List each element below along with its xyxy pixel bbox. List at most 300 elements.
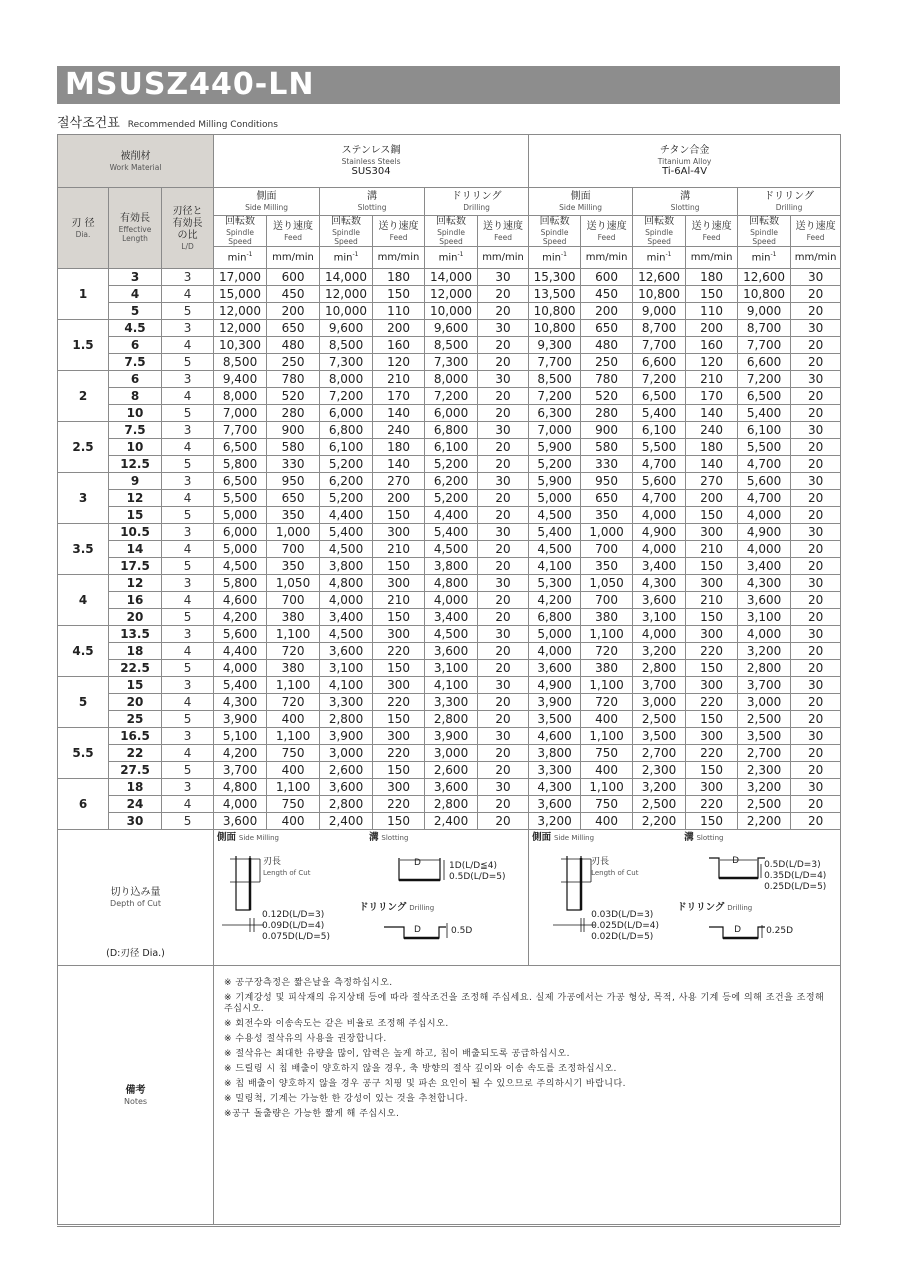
value-cell: 280 xyxy=(267,405,320,422)
value-cell: 2,300 xyxy=(738,762,791,779)
value-cell: 900 xyxy=(267,422,320,439)
table-row xyxy=(58,592,841,609)
value-cell: 150 xyxy=(373,762,425,779)
value-cell: 30 xyxy=(791,779,841,796)
value-cell: 1,100 xyxy=(581,677,633,694)
value-cell: 1,000 xyxy=(267,524,320,541)
value-cell: 450 xyxy=(581,286,633,303)
value-cell: 180 xyxy=(373,269,425,286)
value-cell: 4,500 xyxy=(320,541,373,558)
slot-depth-values-sus: 1D(L/D≦4) 0.5D(L/D=5) xyxy=(449,861,506,882)
value-cell: 10,800 xyxy=(529,320,581,337)
unit-feed: mm/min xyxy=(581,247,633,269)
value-cell: 4,000 xyxy=(633,626,686,643)
spindle-speed-header: 回転数 Spindle Speed xyxy=(425,216,478,247)
value-cell: 120 xyxy=(373,354,425,371)
value-cell: 5,400 xyxy=(320,524,373,541)
value-cell: 4,000 xyxy=(633,541,686,558)
table-row xyxy=(58,286,841,303)
value-cell: 7,300 xyxy=(425,354,478,371)
value-cell: 160 xyxy=(373,337,425,354)
table-row xyxy=(58,490,841,507)
value-cell: 4,100 xyxy=(320,677,373,694)
value-cell: 4,700 xyxy=(633,490,686,507)
value-cell: 5,900 xyxy=(529,473,581,490)
value-cell: 30 xyxy=(791,320,841,337)
value-cell: 5,400 xyxy=(738,405,791,422)
value-cell: 3,600 xyxy=(738,592,791,609)
value-cell: 9,000 xyxy=(633,303,686,320)
value-cell: 720 xyxy=(581,643,633,660)
value-cell: 150 xyxy=(686,762,738,779)
ld-cell: 4 xyxy=(162,286,214,303)
value-cell: 30 xyxy=(791,422,841,439)
value-cell: 120 xyxy=(686,354,738,371)
value-cell: 20 xyxy=(478,286,529,303)
value-cell: 520 xyxy=(267,388,320,405)
length-of-cut-sus: 刃長 Length of Cut xyxy=(263,857,311,877)
effective-length-cell: 3 xyxy=(109,269,162,286)
dia-cell: 4 xyxy=(58,575,109,626)
note-item: ※ 절삭유는 최대한 유량을 많이, 압력은 높게 하고, 칩이 배출되도록 공급하십시오. xyxy=(224,1049,570,1059)
value-cell: 3,900 xyxy=(529,694,581,711)
drill-d-label-sus: D xyxy=(414,925,421,935)
value-cell: 6,000 xyxy=(214,524,267,541)
value-cell: 2,500 xyxy=(633,796,686,813)
table-row xyxy=(58,354,841,371)
value-cell: 150 xyxy=(686,286,738,303)
value-cell: 3,700 xyxy=(738,677,791,694)
value-cell: 1,000 xyxy=(581,524,633,541)
value-cell: 150 xyxy=(686,660,738,677)
value-cell: 20 xyxy=(478,558,529,575)
value-cell: 950 xyxy=(581,473,633,490)
dia-cell: 1 xyxy=(58,269,109,320)
value-cell: 13,500 xyxy=(529,286,581,303)
value-cell: 5,400 xyxy=(214,677,267,694)
value-cell: 4,000 xyxy=(738,541,791,558)
table-row xyxy=(58,796,841,813)
value-cell: 10,000 xyxy=(320,303,373,320)
value-cell: 2,300 xyxy=(633,762,686,779)
value-cell: 3,200 xyxy=(738,779,791,796)
value-cell: 4,000 xyxy=(738,626,791,643)
value-cell: 110 xyxy=(686,303,738,320)
value-cell: 3,600 xyxy=(425,779,478,796)
value-cell: 3,000 xyxy=(425,745,478,762)
depth-of-cut-label: 切り込み量 Depth of Cut (D:刃径 Dia.) xyxy=(58,830,214,966)
value-cell: 6,100 xyxy=(425,439,478,456)
value-cell: 10,800 xyxy=(738,286,791,303)
value-cell: 20 xyxy=(791,303,841,320)
ld-cell: 4 xyxy=(162,745,214,762)
value-cell: 220 xyxy=(686,745,738,762)
value-cell: 400 xyxy=(267,711,320,728)
value-cell: 20 xyxy=(791,456,841,473)
value-cell: 210 xyxy=(686,541,738,558)
value-cell: 4,200 xyxy=(214,745,267,762)
ld-cell: 5 xyxy=(162,303,214,320)
ld-cell: 3 xyxy=(162,728,214,745)
value-cell: 5,200 xyxy=(320,490,373,507)
value-cell: 8,000 xyxy=(320,371,373,388)
value-cell: 30 xyxy=(791,524,841,541)
value-cell: 3,500 xyxy=(738,728,791,745)
value-cell: 17,000 xyxy=(214,269,267,286)
spindle-speed-header: 回転数 Spindle Speed xyxy=(738,216,791,247)
value-cell: 3,500 xyxy=(633,728,686,745)
value-cell: 20 xyxy=(478,592,529,609)
value-cell: 9,300 xyxy=(529,337,581,354)
effective-length-cell: 18 xyxy=(109,779,162,796)
value-cell: 5,400 xyxy=(425,524,478,541)
effective-length-cell: 10 xyxy=(109,439,162,456)
value-cell: 3,900 xyxy=(214,711,267,728)
value-cell: 6,500 xyxy=(214,439,267,456)
value-cell: 9,400 xyxy=(214,371,267,388)
table-row xyxy=(58,643,841,660)
value-cell: 140 xyxy=(686,405,738,422)
value-cell: 20 xyxy=(478,762,529,779)
table-row xyxy=(58,660,841,677)
value-cell: 150 xyxy=(373,711,425,728)
value-cell: 3,600 xyxy=(214,813,267,830)
table-row xyxy=(58,626,841,643)
value-cell: 240 xyxy=(686,422,738,439)
ld-cell: 3 xyxy=(162,269,214,286)
value-cell: 20 xyxy=(478,439,529,456)
value-cell: 140 xyxy=(373,456,425,473)
effective-length-cell: 20 xyxy=(109,694,162,711)
slotting-title-ti: 溝 Slotting xyxy=(684,832,724,843)
value-cell: 6,800 xyxy=(320,422,373,439)
value-cell: 150 xyxy=(686,558,738,575)
dia-cell: 2.5 xyxy=(58,422,109,473)
value-cell: 5,000 xyxy=(214,507,267,524)
value-cell: 20 xyxy=(791,711,841,728)
value-cell: 900 xyxy=(581,422,633,439)
value-cell: 480 xyxy=(581,337,633,354)
op-side-milling-ti: 側面 Side Milling xyxy=(529,188,633,216)
value-cell: 3,800 xyxy=(320,558,373,575)
value-cell: 300 xyxy=(686,728,738,745)
value-cell: 6,500 xyxy=(214,473,267,490)
effective-length-cell: 16.5 xyxy=(109,728,162,745)
value-cell: 700 xyxy=(267,592,320,609)
value-cell: 7,000 xyxy=(214,405,267,422)
value-cell: 3,100 xyxy=(738,609,791,626)
value-cell: 5,000 xyxy=(214,541,267,558)
value-cell: 5,500 xyxy=(214,490,267,507)
effective-length-cell: 30 xyxy=(109,813,162,830)
value-cell: 9,000 xyxy=(738,303,791,320)
note-item: ※ 수용성 절삭유의 사용을 권장합니다. xyxy=(224,1034,387,1044)
value-cell: 4,900 xyxy=(633,524,686,541)
value-cell: 4,400 xyxy=(320,507,373,524)
value-cell: 950 xyxy=(267,473,320,490)
table-row xyxy=(58,575,841,592)
bottom-rule xyxy=(57,1226,840,1227)
value-cell: 30 xyxy=(478,269,529,286)
value-cell: 20 xyxy=(478,541,529,558)
effective-length-cell: 7.5 xyxy=(109,422,162,439)
value-cell: 750 xyxy=(267,796,320,813)
table-row xyxy=(58,677,841,694)
value-cell: 210 xyxy=(373,541,425,558)
value-cell: 3,500 xyxy=(529,711,581,728)
value-cell: 300 xyxy=(686,779,738,796)
ld-cell: 5 xyxy=(162,456,214,473)
value-cell: 7,300 xyxy=(320,354,373,371)
value-cell: 30 xyxy=(791,473,841,490)
value-cell: 6,600 xyxy=(738,354,791,371)
value-cell: 150 xyxy=(373,507,425,524)
table-row xyxy=(58,711,841,728)
value-cell: 2,200 xyxy=(738,813,791,830)
unit-rpm: $\min^{-1}$ xyxy=(529,247,581,269)
effective-length-cell: 22.5 xyxy=(109,660,162,677)
value-cell: 20 xyxy=(478,609,529,626)
value-cell: 150 xyxy=(373,286,425,303)
dia-cell: 3 xyxy=(58,473,109,524)
ld-cell: 3 xyxy=(162,320,214,337)
depth-diagram-ti-svg xyxy=(529,830,841,965)
value-cell: 4,800 xyxy=(214,779,267,796)
value-cell: 140 xyxy=(373,405,425,422)
value-cell: 720 xyxy=(267,694,320,711)
value-cell: 1,050 xyxy=(267,575,320,592)
value-cell: 4,000 xyxy=(320,592,373,609)
ld-cell: 4 xyxy=(162,439,214,456)
value-cell: 20 xyxy=(478,711,529,728)
ld-cell: 5 xyxy=(162,354,214,371)
effective-length-cell: 12 xyxy=(109,490,162,507)
value-cell: 2,400 xyxy=(425,813,478,830)
value-cell: 4,500 xyxy=(425,626,478,643)
spindle-speed-header: 回転数 Spindle Speed xyxy=(214,216,267,247)
value-cell: 4,000 xyxy=(738,507,791,524)
table-row xyxy=(58,422,841,439)
value-cell: 330 xyxy=(581,456,633,473)
ld-cell: 3 xyxy=(162,371,214,388)
value-cell: 15,000 xyxy=(214,286,267,303)
value-cell: 20 xyxy=(791,813,841,830)
value-cell: 4,000 xyxy=(529,643,581,660)
value-cell: 20 xyxy=(791,660,841,677)
note-item: ※ 기계강성 및 피삭재의 유지상태 등에 따라 절삭조건을 조정해 주십세요. 실제 가공에서는 가공 형상, 목적, 사용 기계 등에 의해 조건을 조정해 주십시오. xyxy=(224,993,825,1014)
effective-length-cell: 14 xyxy=(109,541,162,558)
value-cell: 4,300 xyxy=(214,694,267,711)
value-cell: 30 xyxy=(478,677,529,694)
value-cell: 720 xyxy=(581,694,633,711)
table-row xyxy=(58,813,841,830)
effective-length-cell: 15 xyxy=(109,507,162,524)
value-cell: 30 xyxy=(791,575,841,592)
value-cell: 3,600 xyxy=(529,660,581,677)
value-cell: 400 xyxy=(581,762,633,779)
value-cell: 200 xyxy=(686,320,738,337)
value-cell: 4,500 xyxy=(320,626,373,643)
value-cell: 150 xyxy=(373,609,425,626)
value-cell: 210 xyxy=(373,371,425,388)
value-cell: 300 xyxy=(373,524,425,541)
effective-length-cell: 18 xyxy=(109,643,162,660)
table-row xyxy=(58,694,841,711)
value-cell: 3,200 xyxy=(738,643,791,660)
value-cell: 8,500 xyxy=(425,337,478,354)
ld-cell: 3 xyxy=(162,473,214,490)
table-row xyxy=(58,507,841,524)
value-cell: 20 xyxy=(478,337,529,354)
value-cell: 140 xyxy=(686,456,738,473)
value-cell: 4,100 xyxy=(425,677,478,694)
unit-rpm: $\min^{-1}$ xyxy=(214,247,267,269)
value-cell: 270 xyxy=(373,473,425,490)
value-cell: 8,000 xyxy=(425,371,478,388)
value-cell: 6,200 xyxy=(425,473,478,490)
ld-cell: 3 xyxy=(162,779,214,796)
value-cell: 750 xyxy=(581,745,633,762)
effective-length-cell: 9 xyxy=(109,473,162,490)
effective-length-cell: 25 xyxy=(109,711,162,728)
value-cell: 10,000 xyxy=(425,303,478,320)
value-cell: 4,500 xyxy=(214,558,267,575)
value-cell: 220 xyxy=(373,745,425,762)
value-cell: 4,400 xyxy=(214,643,267,660)
value-cell: 210 xyxy=(373,592,425,609)
value-cell: 20 xyxy=(478,745,529,762)
value-cell: 1,100 xyxy=(581,779,633,796)
value-cell: 650 xyxy=(581,490,633,507)
dia-cell: 5 xyxy=(58,677,109,728)
ld-cell: 5 xyxy=(162,762,214,779)
value-cell: 2,200 xyxy=(633,813,686,830)
value-cell: 650 xyxy=(581,320,633,337)
value-cell: 30 xyxy=(478,473,529,490)
value-cell: 4,000 xyxy=(214,660,267,677)
value-cell: 400 xyxy=(267,813,320,830)
value-cell: 300 xyxy=(686,575,738,592)
note-item: ※ 밀링척, 기계는 가능한 한 강성이 있는 것을 추천합니다. xyxy=(224,1094,468,1104)
drill-d-label-ti: D xyxy=(734,925,742,935)
drill-depth-value-sus: 0.5D xyxy=(451,926,473,936)
value-cell: 600 xyxy=(581,269,633,286)
value-cell: 2,800 xyxy=(320,796,373,813)
value-cell: 4,100 xyxy=(529,558,581,575)
value-cell: 300 xyxy=(373,728,425,745)
value-cell: 300 xyxy=(373,779,425,796)
table-row xyxy=(58,762,841,779)
value-cell: 20 xyxy=(478,643,529,660)
table-row xyxy=(58,728,841,745)
value-cell: 7,700 xyxy=(214,422,267,439)
value-cell: 9,600 xyxy=(320,320,373,337)
value-cell: 3,000 xyxy=(738,694,791,711)
ld-cell: 5 xyxy=(162,558,214,575)
table-row xyxy=(58,609,841,626)
value-cell: 8,700 xyxy=(633,320,686,337)
value-cell: 3,900 xyxy=(320,728,373,745)
side-depth-values-sus: 0.12D(L/D=3) 0.09D(L/D=4) 0.075D(L/D=5) xyxy=(262,910,330,942)
ld-cell: 5 xyxy=(162,711,214,728)
value-cell: 4,600 xyxy=(529,728,581,745)
value-cell: 3,400 xyxy=(633,558,686,575)
value-cell: 6,100 xyxy=(738,422,791,439)
feed-header: 送り速度 Feed xyxy=(791,216,841,247)
value-cell: 20 xyxy=(791,745,841,762)
dia-cell: 4.5 xyxy=(58,626,109,677)
title-bar xyxy=(57,66,840,104)
value-cell: 8,500 xyxy=(529,371,581,388)
value-cell: 350 xyxy=(581,558,633,575)
value-cell: 20 xyxy=(791,490,841,507)
value-cell: 3,400 xyxy=(425,609,478,626)
dia-header: 刃 径 Dia. xyxy=(58,188,109,269)
value-cell: 780 xyxy=(267,371,320,388)
value-cell: 30 xyxy=(791,626,841,643)
value-cell: 4,200 xyxy=(529,592,581,609)
value-cell: 20 xyxy=(791,592,841,609)
value-cell: 150 xyxy=(373,558,425,575)
value-cell: 3,700 xyxy=(633,677,686,694)
table-row xyxy=(58,456,841,473)
value-cell: 7,700 xyxy=(738,337,791,354)
value-cell: 20 xyxy=(478,405,529,422)
value-cell: 380 xyxy=(267,609,320,626)
unit-feed: mm/min xyxy=(686,247,738,269)
table-row xyxy=(58,541,841,558)
value-cell: 200 xyxy=(373,490,425,507)
value-cell: 4,300 xyxy=(529,779,581,796)
ld-cell: 4 xyxy=(162,643,214,660)
value-cell: 30 xyxy=(478,779,529,796)
ld-cell: 4 xyxy=(162,541,214,558)
value-cell: 20 xyxy=(478,796,529,813)
ld-cell: 5 xyxy=(162,405,214,422)
value-cell: 200 xyxy=(686,490,738,507)
value-cell: 170 xyxy=(686,388,738,405)
value-cell: 20 xyxy=(791,405,841,422)
depth-diagram-ti xyxy=(529,830,841,966)
value-cell: 6,800 xyxy=(425,422,478,439)
value-cell: 30 xyxy=(478,320,529,337)
notes-list xyxy=(214,966,840,1120)
value-cell: 12,600 xyxy=(738,269,791,286)
value-cell: 110 xyxy=(373,303,425,320)
ld-cell: 5 xyxy=(162,660,214,677)
value-cell: 4,300 xyxy=(738,575,791,592)
value-cell: 4,300 xyxy=(633,575,686,592)
dia-cell: 5.5 xyxy=(58,728,109,779)
value-cell: 220 xyxy=(686,643,738,660)
value-cell: 180 xyxy=(686,439,738,456)
value-cell: 20 xyxy=(791,609,841,626)
value-cell: 20 xyxy=(478,303,529,320)
value-cell: 380 xyxy=(581,609,633,626)
value-cell: 150 xyxy=(686,711,738,728)
value-cell: 280 xyxy=(581,405,633,422)
value-cell: 6,200 xyxy=(320,473,373,490)
value-cell: 14,000 xyxy=(425,269,478,286)
value-cell: 30 xyxy=(791,677,841,694)
value-cell: 9,600 xyxy=(425,320,478,337)
value-cell: 12,000 xyxy=(320,286,373,303)
value-cell: 270 xyxy=(686,473,738,490)
value-cell: 3,800 xyxy=(425,558,478,575)
effective-length-cell: 6 xyxy=(109,371,162,388)
value-cell: 1,100 xyxy=(581,728,633,745)
value-cell: 3,600 xyxy=(529,796,581,813)
